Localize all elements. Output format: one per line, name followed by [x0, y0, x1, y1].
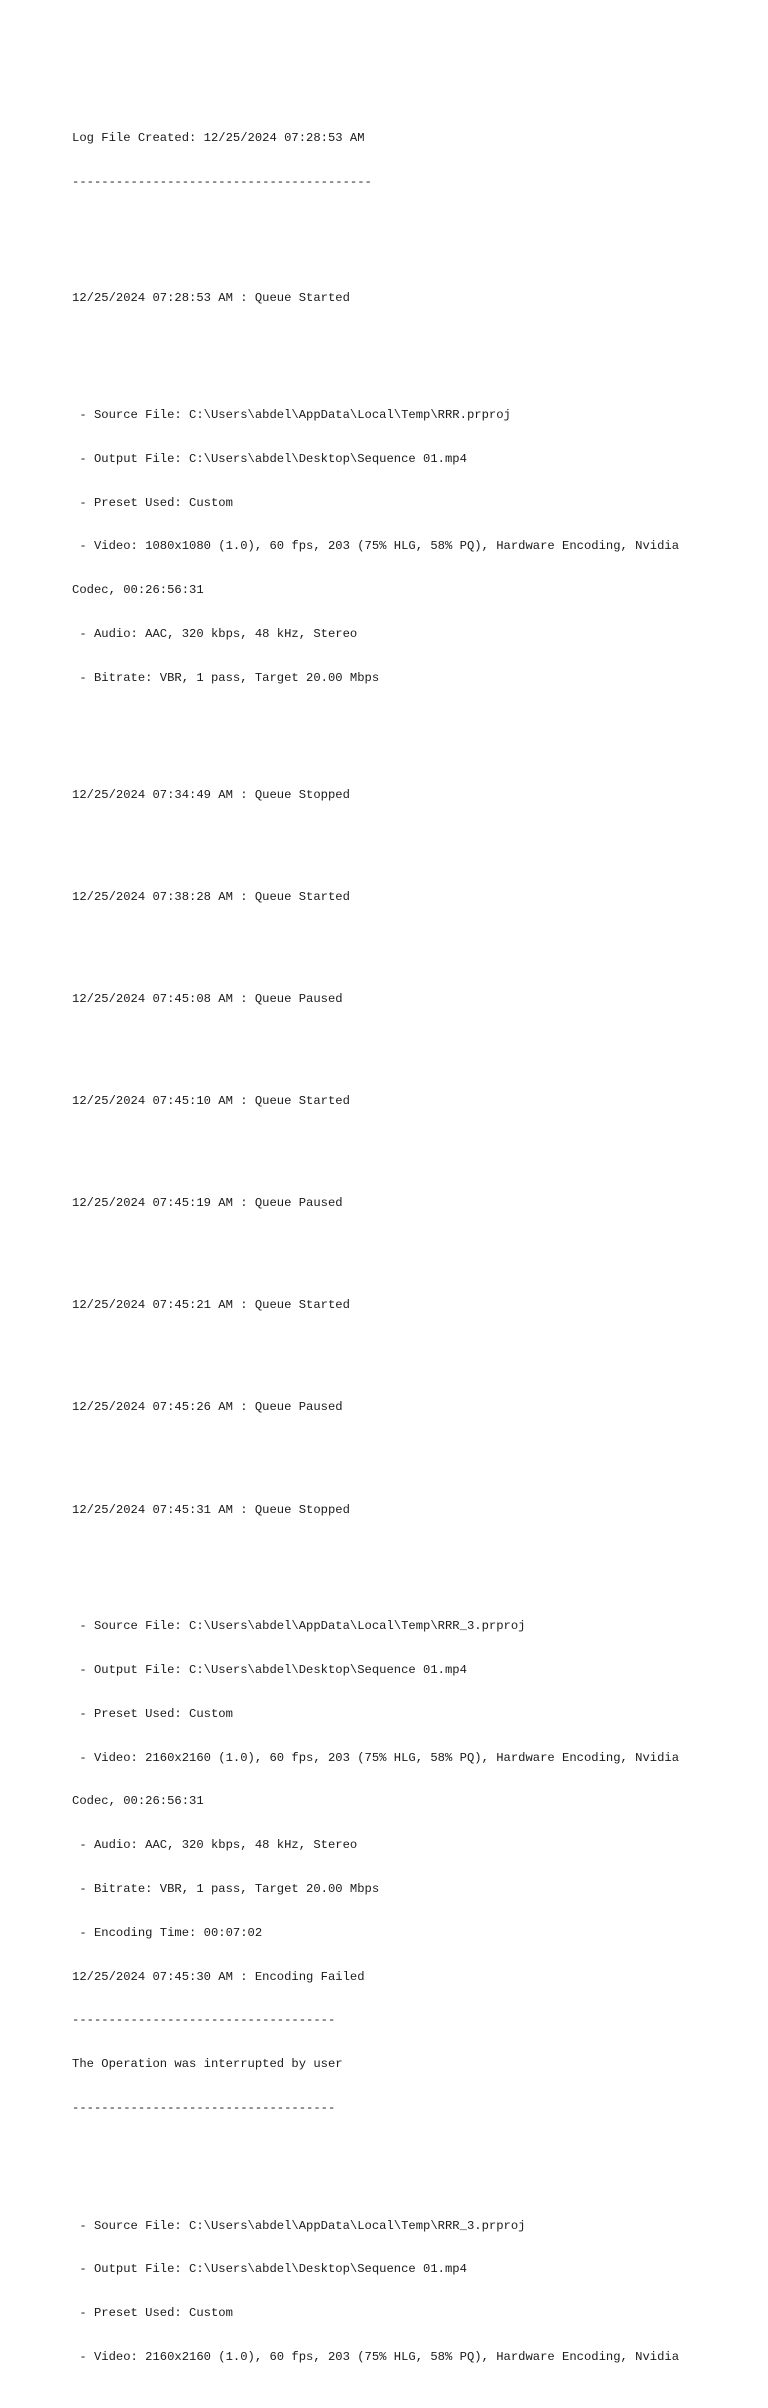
blank-gap: [72, 831, 752, 860]
blank-gap: [72, 933, 752, 962]
video-line: - Video: 1080x1080 (1.0), 60 fps, 203 (75% HLG, 58% PQ), Hardware Encoding, Nvidia: [72, 539, 680, 554]
video-line: - Video: 2160x2160 (1.0), 60 fps, 203 (75% HLG, 58% PQ), Hardware Encoding, Nvidia: [72, 1750, 680, 1765]
error-divider: ------------------------------------: [72, 2100, 336, 2115]
queue-event-line: 12/25/2024 07:45:10 AM : Queue Started: [72, 1093, 350, 1108]
output-file-line: - Output File: C:\Users\abdel\Desktop\Sequence 01.mp4: [72, 1663, 467, 1678]
blank-gap: [72, 1444, 752, 1473]
blank-gap: [72, 1342, 752, 1371]
preset-line: - Preset Used: Custom: [72, 495, 233, 510]
video-line: - Video: 2160x2160 (1.0), 60 fps, 203 (75% HLG, 58% PQ), Hardware Encoding, Nvidia: [72, 2349, 680, 2364]
source-file-line: - Source File: C:\Users\abdel\AppData\Local\Temp\RRR_3.prproj: [72, 1619, 526, 1634]
bitrate-line: - Bitrate: VBR, 1 pass, Target 20.00 Mbps: [72, 1882, 380, 1897]
queue-event-line: 12/25/2024 07:45:19 AM : Queue Paused: [72, 1196, 343, 1211]
queue-event-line: 12/25/2024 07:45:31 AM : Queue Stopped: [72, 1502, 350, 1517]
encoding-time-line: - Encoding Time: 00:07:02: [72, 1925, 263, 1940]
header-divider: -----------------------------------------: [72, 174, 372, 189]
encoding-failed-line: 12/25/2024 07:45:30 AM : Encoding Failed: [72, 1969, 365, 1984]
queue-event-line: 12/25/2024 07:45:26 AM : Queue Paused: [72, 1400, 343, 1415]
blank-gap: [72, 218, 752, 247]
queue-event-line: 12/25/2024 07:34:49 AM : Queue Stopped: [72, 787, 350, 802]
log-created-line: Log File Created: 12/25/2024 07:28:53 AM: [72, 130, 365, 145]
video-line-continued: Codec, 00:26:56:31: [72, 1794, 204, 1809]
queue-started-line: 12/25/2024 07:28:53 AM : Queue Started: [72, 291, 350, 306]
blank-gap: [72, 1036, 752, 1065]
blank-gap: [72, 335, 752, 364]
queue-event-line: 12/25/2024 07:38:28 AM : Queue Started: [72, 889, 350, 904]
output-file-line: - Output File: C:\Users\abdel\Desktop\Sequence 01.mp4: [72, 451, 467, 466]
source-file-line: - Source File: C:\Users\abdel\AppData\Local\Temp\RRR_3.prproj: [72, 2218, 526, 2233]
bitrate-line: - Bitrate: VBR, 1 pass, Target 20.00 Mbps: [72, 670, 380, 685]
output-file-line: - Output File: C:\Users\abdel\Desktop\Sequence 01.mp4: [72, 2262, 467, 2277]
preset-line: - Preset Used: Custom: [72, 2306, 233, 2321]
source-file-line: - Source File: C:\Users\abdel\AppData\Local\Temp\RRR.prproj: [72, 408, 511, 423]
blank-gap: [72, 1546, 752, 1575]
error-divider: ------------------------------------: [72, 2013, 336, 2028]
blank-gap: [72, 1138, 752, 1167]
video-line-continued: Codec, 00:26:56:31: [72, 583, 204, 598]
preset-line: - Preset Used: Custom: [72, 1706, 233, 1721]
audio-line: - Audio: AAC, 320 kbps, 48 kHz, Stereo: [72, 1838, 358, 1853]
blank-gap: [72, 715, 752, 744]
log-text-body: [72, 87, 752, 2408]
blank-gap: [72, 1240, 752, 1269]
blank-gap: [72, 2145, 752, 2175]
audio-line: - Audio: AAC, 320 kbps, 48 kHz, Stereo: [72, 626, 358, 641]
error-message-line: The Operation was interrupted by user: [72, 2057, 343, 2072]
queue-event-line: 12/25/2024 07:45:21 AM : Queue Started: [72, 1298, 350, 1313]
queue-event-line: 12/25/2024 07:45:08 AM : Queue Paused: [72, 991, 343, 1006]
